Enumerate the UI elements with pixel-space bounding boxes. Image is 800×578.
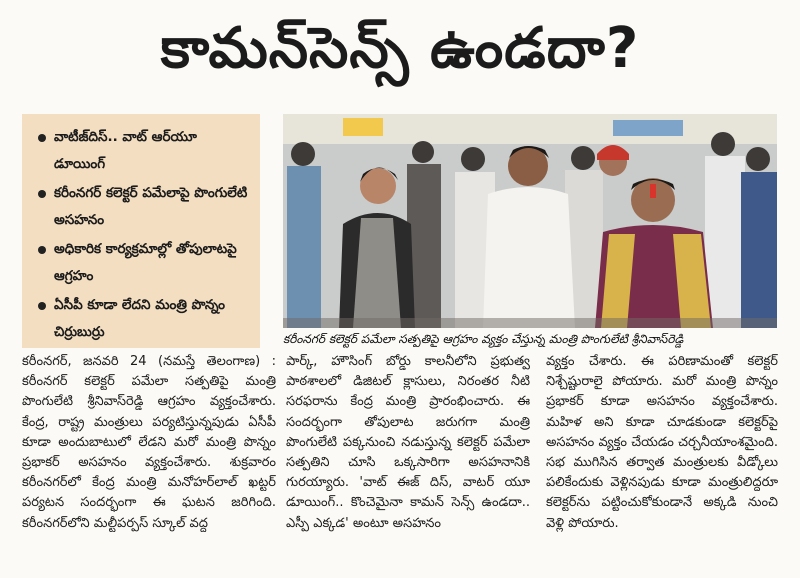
article-text: వ్యక్తం చేశారు. ఈ పరిణామంతో కలెక్టర్ నిశ్చేష్టురాలై పోయారు. మరో మంత్రి పొన్నం ప్రభాకర్ కూడా అసహనం వ్యక్తంచేశారు. మహిళ అని కూడా చూడకుండా కలెక్టర్‌పై అసహనం వ్యక్తం చేయడం చర్చనీయాంశమైంది. సభ ముగిసిన తర్వాత మంత్రులకు వీడ్కోలు పలికేందుకు వెళ్లినపుడు కూడా మంత్రులిద్దరూ కలెక్టర్‌ను పట్టించుకోకుండానే అక్కడి నుంచి వెళ్లి పోయారు. [546, 354, 778, 531]
article-text: పార్క్, హౌసింగ్ బోర్డు కాలనీలోని ప్రభుత్వ పాఠశాలలో డిజిటల్ క్లాసులు, నిరంతర నీటి సరఫరాను కేంద్ర మంత్రి ప్రారంభించారు. ఈ సందర్భంగా తోపులాట జరుగగా మంత్రి పొంగులేటి పక్కనుంచి నడుస్తున్న కలెక్టర్ పమేలా సత్పతిని చూసి ఒక్కసారిగా అసహనానికి గురయ్యారు. 'వాట్ ఈజ్ దిస్, వాటర్ యూ డూయింగ్.. కొంచెమైనా కామన్ సెన్స్ ఉండదా.. ఎస్పీ ఎక్కడ' అంటూ అసహనం [286, 354, 530, 531]
article-column-2 [286, 352, 530, 534]
headline: కామన్‌సెన్స్ ఉండదా? [160, 16, 640, 81]
bullet-icon [38, 302, 46, 310]
article-column-1 [22, 352, 276, 534]
summary-item-label: వాటీజ్‌దిస్.. వాట్ ఆర్‌యూ డూయింగ్ [54, 129, 197, 172]
summary-item [36, 180, 250, 234]
photo-caption: కరీంనగర్ కలెక్టర్ పమేలా సత్పతిపై ఆగ్రహం వ్యక్తం చేస్తున్న మంత్రి పొంగులేటి శ్రీనివాస్‌రెడ్డి [283, 332, 684, 346]
bullet-icon [38, 246, 46, 254]
summary-list [36, 124, 250, 346]
summary-box [22, 114, 260, 348]
article-text: కరీంనగర్, జనవరి 24 (నమస్తే తెలంగాణ) : కరీంనగర్ కలెక్టర్ పమేలా సత్పతిపై మంత్రి పొంగులేటి శ్రీనివాస్‌రెడ్డి ఆగ్రహం వ్యక్తంచేశారు. కేంద్ర, రాష్ట్ర మంత్రులు పర్యటిస్తున్నపుడు ఏసీపీ కూడా అందుబాటులో లేడని మరో మంత్రి పొన్నం ప్రభాకర్ అసహనం వ్యక్తంచేశారు. శుక్రవారం కరీంనగర్‌లో కేంద్ర మంత్రి మనోహర్‌లాల్ ఖట్టర్ పర్యటన సందర్భంగా ఈ ఘటన జరిగింది. కరీంనగర్‌లోని మల్టీపర్పస్ స్కూల్ వద్ద [22, 354, 276, 531]
news-photo-illustration [283, 114, 777, 328]
summary-item-label: ఏసీపీ కూడా లేదని మంత్రి పొన్నం చిర్రుబుర్రు [54, 297, 226, 340]
summary-item-label: అధికారిక కార్యక్రమాల్లో తోపులాటపై ఆగ్రహం [54, 241, 237, 284]
summary-item [36, 236, 250, 290]
summary-item [36, 292, 250, 346]
news-photo [283, 114, 777, 328]
bullet-icon [38, 190, 46, 198]
bullet-icon [38, 134, 46, 142]
summary-item-label: కరీంనగర్ కలెక్టర్ పమేలాపై పొంగులేటి అసహనం [54, 185, 248, 228]
article-column-3 [546, 352, 778, 534]
summary-item [36, 124, 250, 178]
